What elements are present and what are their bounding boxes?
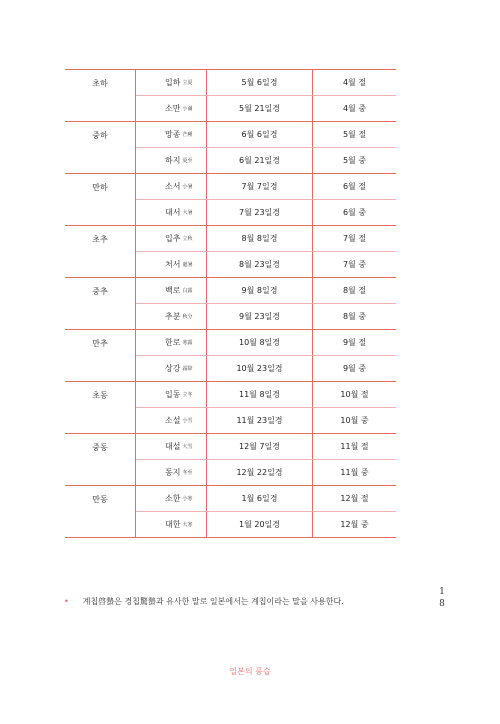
solar-term-hanja: 大暑 xyxy=(182,210,193,216)
date-cell: 6월 21일경 xyxy=(206,148,312,173)
footnote-bullet: • xyxy=(64,597,69,606)
group-rows xyxy=(135,382,396,433)
running-title: 일본의 풍습 xyxy=(229,667,271,676)
solar-term-hanja: 處暑 xyxy=(182,262,193,268)
season-label: 중동 xyxy=(92,443,108,452)
table-row xyxy=(136,226,396,251)
lunar-month-cell: 7월 절 xyxy=(312,226,396,251)
date-cell: 10월 8일경 xyxy=(206,330,312,355)
lunar-month-cell: 6월 절 xyxy=(312,174,396,199)
table-group xyxy=(65,226,396,278)
table-row xyxy=(136,95,396,121)
lunar-month-cell: 12월 절 xyxy=(312,486,396,511)
date-cell: 1월 6일경 xyxy=(206,486,312,511)
table-group xyxy=(65,122,396,174)
solar-term-hanja: 寒露 xyxy=(182,340,193,346)
solar-term-cell xyxy=(136,330,206,355)
date-cell: 11월 8일경 xyxy=(206,382,312,407)
date-cell: 12월 22일경 xyxy=(206,460,312,485)
table-row xyxy=(136,147,396,173)
table-row xyxy=(136,355,396,381)
solar-term-cell xyxy=(136,356,206,381)
table-body xyxy=(65,70,396,538)
solar-term-cell xyxy=(136,96,206,121)
solar-term-cell xyxy=(136,460,206,485)
date-cell: 5월 21일경 xyxy=(206,96,312,121)
solar-term-cell xyxy=(136,512,206,537)
solar-term-hanja: 夏至 xyxy=(182,158,193,164)
season-label: 초동 xyxy=(92,391,108,400)
table-row xyxy=(136,174,396,199)
date-cell: 8월 23일경 xyxy=(206,252,312,277)
lunar-month-cell: 11월 중 xyxy=(312,460,396,485)
lunar-month-cell: 11월 절 xyxy=(312,434,396,459)
footnote-text: 계칩啓蟄은 경칩驚蟄과 유사한 말로 일본에서는 계칩이라는 말을 사용한다. xyxy=(82,597,344,606)
solar-term-name: 대설 xyxy=(165,442,181,451)
solar-term-hanja: 小暑 xyxy=(182,184,193,190)
solar-term-cell xyxy=(136,122,206,147)
table-row xyxy=(136,511,396,537)
date-cell: 12월 7일경 xyxy=(206,434,312,459)
solar-term-hanja: 冬至 xyxy=(182,470,193,476)
solar-term-hanja: 秋分 xyxy=(182,314,193,320)
solar-term-name: 소만 xyxy=(165,104,181,113)
date-cell: 7월 7일경 xyxy=(206,174,312,199)
table-row xyxy=(136,407,396,433)
solar-term-name: 소서 xyxy=(165,182,181,191)
table-group xyxy=(65,486,396,538)
table-row xyxy=(136,251,396,277)
solar-term-cell xyxy=(136,278,206,303)
solar-term-name: 백로 xyxy=(165,286,181,295)
solar-term-hanja: 立秋 xyxy=(182,236,193,242)
solar-term-name: 대서 xyxy=(165,208,181,217)
solar-term-name: 처서 xyxy=(165,260,181,269)
season-label: 만동 xyxy=(92,495,108,504)
table-group xyxy=(65,174,396,226)
date-cell: 7월 23일경 xyxy=(206,200,312,225)
date-cell: 11월 23일경 xyxy=(206,408,312,433)
table-group xyxy=(65,330,396,382)
solar-term-cell xyxy=(136,174,206,199)
date-cell: 8월 8일경 xyxy=(206,226,312,251)
solar-term-cell xyxy=(136,304,206,329)
lunar-month-cell: 12월 중 xyxy=(312,512,396,537)
solar-term-hanja: 大雪 xyxy=(182,444,193,450)
solar-term-cell xyxy=(136,252,206,277)
date-cell: 9월 23일경 xyxy=(206,304,312,329)
date-cell: 5월 6일경 xyxy=(206,70,312,95)
group-rows xyxy=(135,122,396,173)
solar-term-cell xyxy=(136,382,206,407)
solar-terms-table xyxy=(65,69,396,538)
date-cell: 10월 23일경 xyxy=(206,356,312,381)
solar-term-hanja: 立冬 xyxy=(182,392,193,398)
group-rows xyxy=(135,434,396,485)
solar-term-hanja: 大寒 xyxy=(182,522,193,528)
solar-term-hanja: 立夏 xyxy=(182,80,193,86)
group-rows xyxy=(135,226,396,277)
solar-term-name: 추분 xyxy=(165,312,181,321)
solar-term-cell xyxy=(136,200,206,225)
footnote xyxy=(64,596,404,607)
season-label: 만추 xyxy=(92,339,108,348)
solar-term-hanja: 白露 xyxy=(182,288,193,294)
season-label: 초하 xyxy=(92,79,108,88)
group-rows xyxy=(135,486,396,537)
season-label: 만하 xyxy=(92,183,108,192)
table-group xyxy=(65,70,396,122)
solar-term-name: 소설 xyxy=(165,416,181,425)
solar-term-name: 한로 xyxy=(165,338,181,347)
solar-term-name: 상강 xyxy=(165,364,181,373)
lunar-month-cell: 8월 중 xyxy=(312,304,396,329)
table-row xyxy=(136,122,396,147)
solar-term-hanja: 小雪 xyxy=(182,418,193,424)
solar-term-cell xyxy=(136,486,206,511)
solar-term-hanja: 小寒 xyxy=(182,496,193,502)
group-rows xyxy=(135,278,396,329)
table-row xyxy=(136,434,396,459)
lunar-month-cell: 10월 중 xyxy=(312,408,396,433)
season-label: 초추 xyxy=(92,235,108,244)
table-row xyxy=(136,486,396,511)
table-row xyxy=(136,278,396,303)
solar-term-cell xyxy=(136,148,206,173)
solar-term-cell xyxy=(136,226,206,251)
group-rows xyxy=(135,70,396,121)
table-row xyxy=(136,382,396,407)
table-row xyxy=(136,330,396,355)
lunar-month-cell: 4월 절 xyxy=(312,70,396,95)
date-cell: 1월 20일경 xyxy=(206,512,312,537)
solar-term-name: 대한 xyxy=(165,520,181,529)
lunar-month-cell: 6월 중 xyxy=(312,200,396,225)
table-row xyxy=(136,70,396,95)
solar-term-cell xyxy=(136,70,206,95)
table-group xyxy=(65,382,396,434)
solar-term-name: 입하 xyxy=(165,78,181,87)
solar-term-cell xyxy=(136,408,206,433)
group-rows xyxy=(135,174,396,225)
lunar-month-cell: 4월 중 xyxy=(312,96,396,121)
lunar-month-cell: 9월 중 xyxy=(312,356,396,381)
lunar-month-cell: 9월 절 xyxy=(312,330,396,355)
table-group xyxy=(65,434,396,486)
table-row xyxy=(136,303,396,329)
lunar-month-cell: 5월 중 xyxy=(312,148,396,173)
season-label: 중하 xyxy=(92,131,108,140)
solar-term-cell xyxy=(136,434,206,459)
table-group xyxy=(65,278,396,330)
season-label: 중추 xyxy=(92,287,108,296)
table-row xyxy=(136,459,396,485)
solar-term-name: 입추 xyxy=(165,234,181,243)
lunar-month-cell: 8월 절 xyxy=(312,278,396,303)
table-row xyxy=(136,199,396,225)
lunar-month-cell: 10월 절 xyxy=(312,382,396,407)
lunar-month-cell: 5월 절 xyxy=(312,122,396,147)
solar-term-name: 하지 xyxy=(165,156,181,165)
date-cell: 9월 8일경 xyxy=(206,278,312,303)
lunar-month-cell: 7월 중 xyxy=(312,252,396,277)
solar-term-name: 망종 xyxy=(165,130,181,139)
group-rows xyxy=(135,330,396,381)
page-number: 18 xyxy=(439,587,445,609)
solar-term-name: 입동 xyxy=(165,390,181,399)
date-cell: 6월 6일경 xyxy=(206,122,312,147)
solar-term-hanja: 霜降 xyxy=(182,366,193,372)
solar-term-hanja: 小滿 xyxy=(182,106,193,112)
solar-term-hanja: 芒種 xyxy=(182,132,193,138)
solar-term-name: 소한 xyxy=(165,494,181,503)
solar-term-name: 동지 xyxy=(165,468,181,477)
